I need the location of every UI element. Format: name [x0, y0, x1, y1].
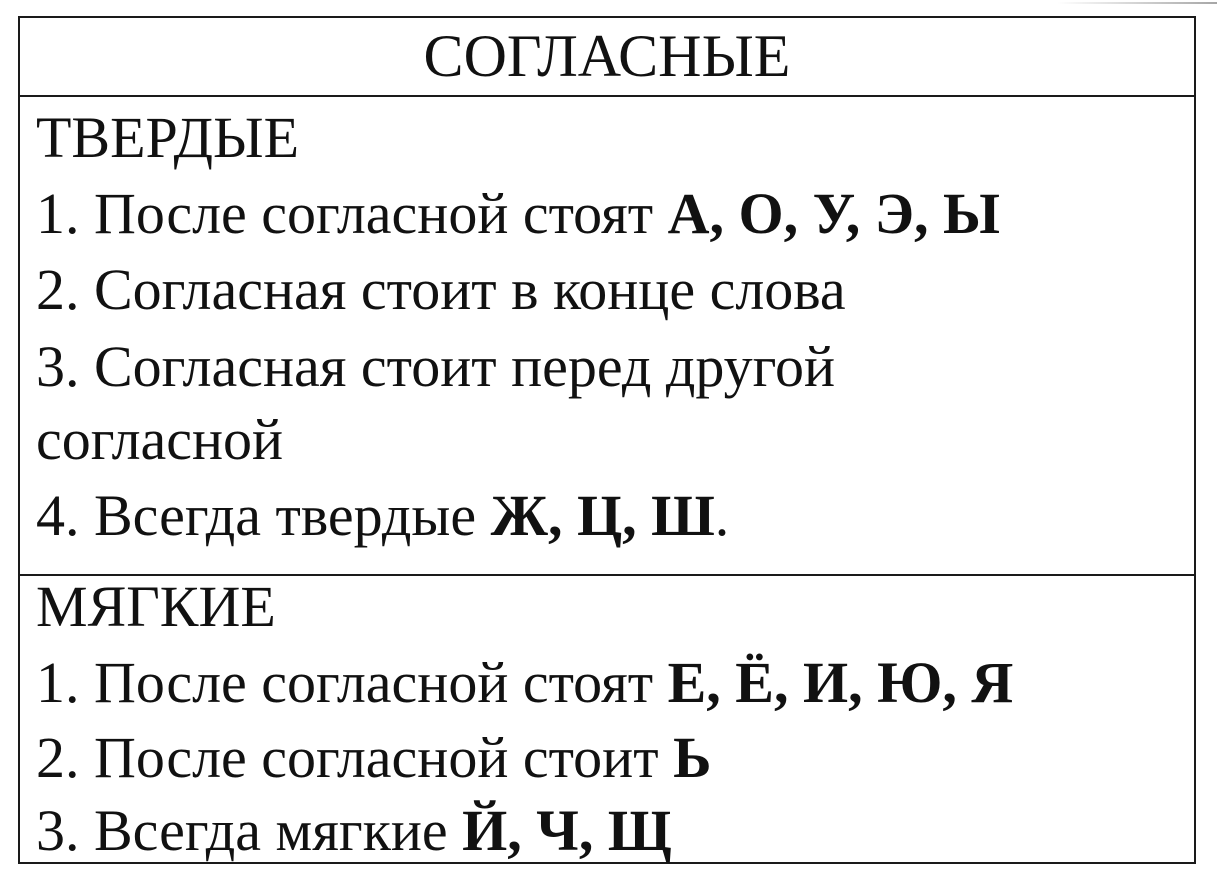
hard-rule-4-letters: Ж, Ц, Ш — [490, 483, 715, 548]
soft-rule-2 — [36, 723, 711, 793]
hard-rule-4-period: . — [714, 483, 730, 548]
table-title — [20, 18, 1194, 97]
hard-rule-3-text: 3. Согласная стоит перед другой — [36, 334, 836, 399]
soft-heading: МЯГКИЕ — [36, 574, 276, 639]
hard-rule-3-continuation: согласной — [36, 407, 284, 472]
hard-rule-1-letters: А, О, У, Э, Ы — [667, 181, 1001, 246]
title-text: СОГЛАСНЫЕ — [423, 23, 791, 89]
hard-heading: ТВЕРДЫЕ — [36, 105, 300, 170]
consonants-table — [18, 16, 1196, 864]
soft-rule-2-text: 2. После согласной стоит — [36, 725, 674, 790]
soft-rule-1-text: 1. После согласной стоят — [36, 650, 668, 715]
soft-rule-1 — [36, 648, 1013, 718]
hard-rule-2 — [36, 255, 846, 325]
soft-consonants-section — [20, 576, 1194, 862]
soft-rule-3-letters: Й, Ч, Щ — [462, 798, 672, 863]
hard-rule-2-text: 2. Согласная стоит в конце слова — [36, 257, 846, 322]
hard-rule-3-line-2 — [36, 405, 283, 475]
hard-rule-4 — [36, 481, 729, 551]
hard-rule-3-line-1 — [36, 332, 835, 402]
hard-consonants-section — [20, 97, 1194, 576]
hard-rule-1-text: 1. После согласной стоят — [36, 181, 668, 246]
soft-rule-3-text: 3. Всегда мягкие — [36, 798, 463, 863]
hard-rule-1 — [36, 179, 1000, 249]
soft-rule-1-letters: Е, Ё, И, Ю, Я — [667, 650, 1014, 715]
hard-rule-4-text: 4. Всегда твердые — [36, 483, 491, 548]
scan-artifact — [1057, 2, 1217, 4]
soft-rule-3 — [36, 796, 672, 866]
soft-rule-2-letters: Ь — [673, 725, 712, 790]
